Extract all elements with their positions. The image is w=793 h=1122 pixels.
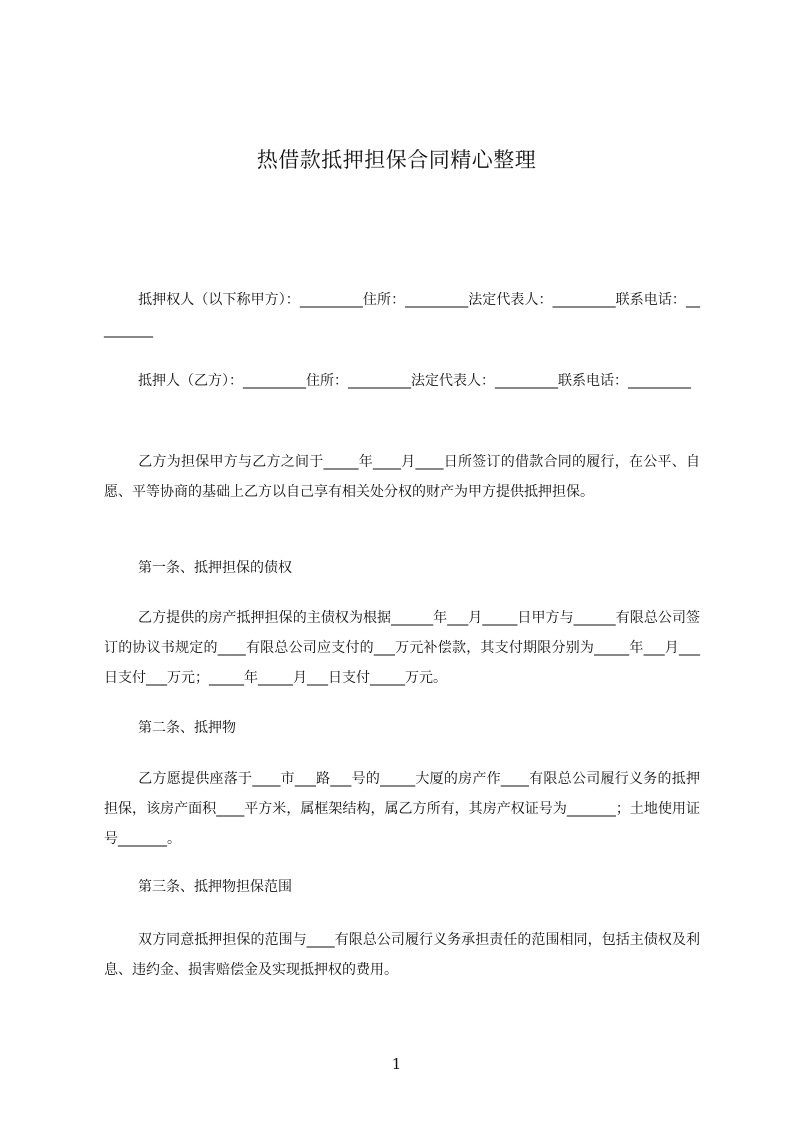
paragraph-preamble-text: 乙方为担保甲方与乙方之间于_____年____月____日所签订的借款合同的履行，在公平、自愿、平等协商的基础上乙方以自己享有相关处分权的财产为甲方提供抵押担保。: [104, 454, 700, 500]
article-1-body-text: 乙方提供的房产抵押担保的主债权为根据______年___月_____日甲方与______有限总公司签订的协议书规定的____有限总公司应支付的___万元补偿款，其支付期限分别为_____年___月___日支付___万元；_____年_____月___日支付_____万元。: [104, 610, 700, 686]
page-number: 1: [391, 1055, 402, 1073]
article-1-body: [104, 603, 700, 693]
paragraph-mortgagee: [104, 285, 700, 345]
article-2-heading: 第二条、抵押物: [138, 720, 236, 736]
paragraph-mortgagor-text: 抵押人（乙方）：_________住所：_________法定代表人：_________联系电话：_________: [138, 373, 691, 389]
article-2-body-text: 乙方愿提供座落于____市___路___号的_____大厦的房产作____有限总公司履行义务的抵押担保，该房产面积____平方米，属框架结构，属乙方所有，其房产权证号为_______；土地使用证号_______。: [104, 771, 700, 847]
article-1-heading: 第一条、抵押担保的债权: [138, 560, 292, 576]
paragraph-mortgagor: [104, 366, 700, 396]
article-3-body-text: 双方同意抵押担保的范围与____有限总公司履行义务承担责任的范围相同，包括主债权及利息、违约金、损害赔偿金及实现抵押权的费用。: [104, 932, 700, 978]
article-3-heading: 第三条、抵押物担保范围: [138, 879, 292, 895]
paragraph-mortgagee-text: 抵押权人（以下称甲方）：_________住所：_________法定代表人：_________联系电话：_________: [104, 292, 700, 338]
document-title: 热借款抵押担保合同精心整理: [256, 148, 537, 172]
paragraph-preamble: [104, 447, 700, 507]
article-3-body: [104, 925, 700, 985]
article-2-body: [104, 764, 700, 854]
